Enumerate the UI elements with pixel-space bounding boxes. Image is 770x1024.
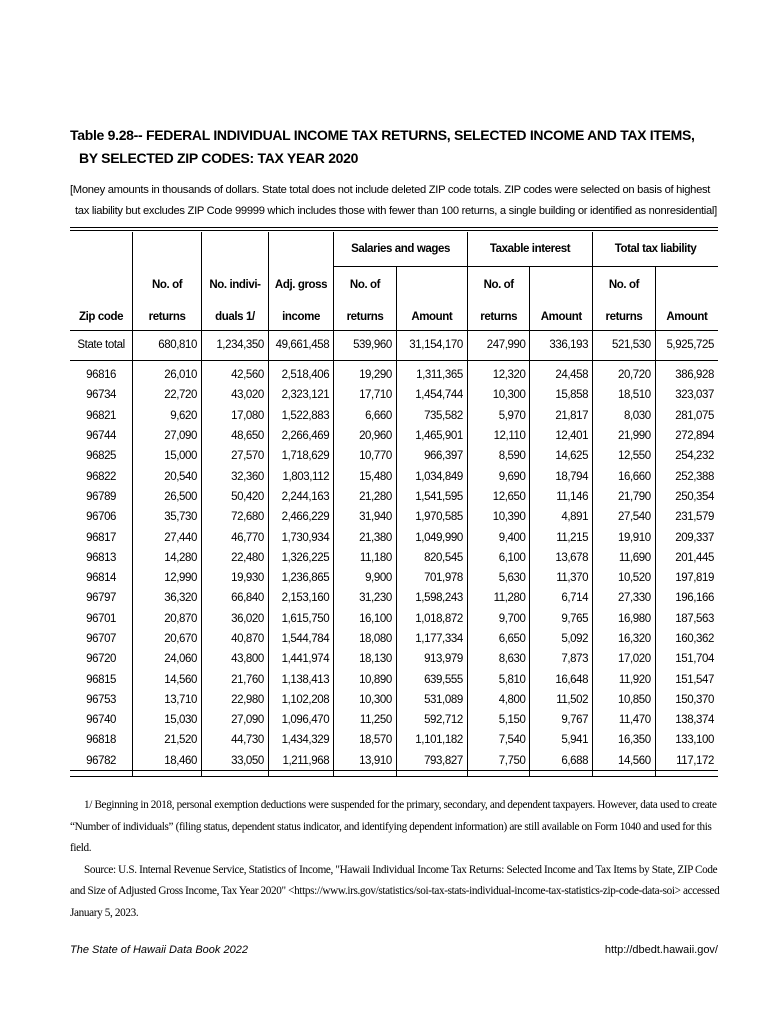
table-cell: 12,990 bbox=[133, 568, 202, 588]
table-cell: 46,770 bbox=[202, 527, 269, 547]
table-cell: 735,582 bbox=[396, 406, 467, 426]
table-cell: 4,800 bbox=[467, 690, 530, 710]
table-cell: 8,630 bbox=[467, 649, 530, 669]
table-cell: 20,960 bbox=[334, 426, 397, 446]
table-cell: 27,090 bbox=[202, 710, 269, 730]
table-cell: 539,960 bbox=[334, 330, 397, 360]
table-cell: 32,360 bbox=[202, 466, 269, 486]
bottom-spacer-row bbox=[70, 771, 718, 777]
table-cell: 254,232 bbox=[655, 446, 718, 466]
row-label-cell: 96782 bbox=[86, 754, 117, 767]
table-cell: 10,300 bbox=[334, 690, 397, 710]
table-cell: 17,020 bbox=[593, 649, 656, 669]
table-cell: 21,990 bbox=[593, 426, 656, 446]
footer-publication: The State of Hawaii Data Book 2022 bbox=[70, 944, 248, 956]
table-cell: 18,460 bbox=[133, 751, 202, 771]
table-cell: 336,193 bbox=[530, 330, 593, 360]
table-cell: 21,380 bbox=[334, 527, 397, 547]
table-cell: 1,018,872 bbox=[396, 609, 467, 629]
table-cell: 10,770 bbox=[334, 446, 397, 466]
table-cell: 14,280 bbox=[133, 548, 202, 568]
table-cell: 15,480 bbox=[334, 466, 397, 486]
table-cell: 11,180 bbox=[334, 548, 397, 568]
table-cell: 44,730 bbox=[202, 730, 269, 750]
table-cell: 1,441,974 bbox=[268, 649, 333, 669]
header-agi-a: Adj. gross bbox=[268, 266, 333, 304]
table-row bbox=[70, 406, 718, 426]
table-cell: 2,518,406 bbox=[268, 365, 333, 385]
table-cell: 187,563 bbox=[655, 609, 718, 629]
row-label-cell: 96816 bbox=[86, 369, 117, 382]
table-cell: 592,712 bbox=[396, 710, 467, 730]
table-row bbox=[70, 548, 718, 568]
table-cell: 701,978 bbox=[396, 568, 467, 588]
row-label-cell: 96740 bbox=[86, 714, 117, 727]
table-cell: 48,650 bbox=[202, 426, 269, 446]
table-cell: 10,890 bbox=[334, 669, 397, 689]
table-cell: 9,690 bbox=[467, 466, 530, 486]
table-cell: 27,440 bbox=[133, 527, 202, 547]
top-rule-1 bbox=[70, 227, 718, 228]
table-cell: 12,401 bbox=[530, 426, 593, 446]
table-title bbox=[70, 124, 695, 170]
table-cell: 117,172 bbox=[655, 751, 718, 771]
row-label-cell: 96815 bbox=[86, 673, 117, 686]
table-cell: 1,096,470 bbox=[268, 710, 333, 730]
table-cell: 12,650 bbox=[467, 487, 530, 507]
table-cell: 15,858 bbox=[530, 385, 593, 405]
table-cell: 151,704 bbox=[655, 649, 718, 669]
table-cell: 14,560 bbox=[133, 669, 202, 689]
table-cell: 19,910 bbox=[593, 527, 656, 547]
table-cell: 1,049,990 bbox=[396, 527, 467, 547]
table-cell: 5,925,725 bbox=[655, 330, 718, 360]
subtitle-line-1: [Money amounts in thousands of dollars. State total does not include deleted ZIP code totals. ZIP codes were selected on basis of highest bbox=[70, 184, 711, 196]
table-cell: 21,817 bbox=[530, 406, 593, 426]
table-cell: 72,680 bbox=[202, 507, 269, 527]
table-cell: 9,900 bbox=[334, 568, 397, 588]
table-cell: 1,177,334 bbox=[396, 629, 467, 649]
table-cell: 21,520 bbox=[133, 730, 202, 750]
table-cell: 14,625 bbox=[530, 446, 593, 466]
table-row bbox=[70, 568, 718, 588]
table-cell: 66,840 bbox=[202, 588, 269, 608]
table-cell: 9,620 bbox=[133, 406, 202, 426]
table-cell: 13,710 bbox=[133, 690, 202, 710]
table-row bbox=[70, 588, 718, 608]
table-cell: 252,388 bbox=[655, 466, 718, 486]
table-cell: 18,794 bbox=[530, 466, 593, 486]
table-row bbox=[70, 487, 718, 507]
table-cell: 11,280 bbox=[467, 588, 530, 608]
table-cell: 2,244,163 bbox=[268, 487, 333, 507]
table-cell: 50,420 bbox=[202, 487, 269, 507]
table-cell: 133,100 bbox=[655, 730, 718, 750]
table-cell: 323,037 bbox=[655, 385, 718, 405]
row-label-cell: 96744 bbox=[86, 430, 117, 443]
table-cell: 11,146 bbox=[530, 487, 593, 507]
table-cell: 680,810 bbox=[133, 330, 202, 360]
row-label-cell: 96701 bbox=[86, 612, 117, 625]
table-cell: 22,480 bbox=[202, 548, 269, 568]
table-cell: 521,530 bbox=[593, 330, 656, 360]
table-cell: 18,080 bbox=[334, 629, 397, 649]
row-label-cell: 96814 bbox=[86, 572, 117, 585]
title-line-1: Table 9.28-- FEDERAL INDIVIDUAL INCOME TAX RETURNS, SELECTED INCOME AND TAX ITEMS, bbox=[70, 127, 695, 143]
header-int-ret-a: No. of bbox=[467, 266, 530, 304]
table-subtitle bbox=[70, 180, 720, 222]
table-cell: 8,030 bbox=[593, 406, 656, 426]
row-label-cell: 96753 bbox=[86, 693, 117, 706]
header-row-2 bbox=[70, 304, 718, 330]
header-sal-ret-b: returns bbox=[334, 304, 397, 330]
table-cell: 49,661,458 bbox=[268, 330, 333, 360]
table-row bbox=[70, 629, 718, 649]
row-label-cell: 96818 bbox=[86, 734, 117, 747]
table-cell: 531,089 bbox=[396, 690, 467, 710]
row-label-cell: 96822 bbox=[86, 470, 117, 483]
table-cell: 24,458 bbox=[530, 365, 593, 385]
table-cell: 11,502 bbox=[530, 690, 593, 710]
table-row bbox=[70, 669, 718, 689]
footnote-1: 1/ Beginning in 2018, personal exemption deductions were suspended for the primary, secondary, and dependent taxpayers. However, data used to create “Number of individuals” (filing status, dependent status indicator, and identifying dependent information) are still available on Form 1040 and used for this field. bbox=[70, 799, 717, 854]
table-cell: 2,323,121 bbox=[268, 385, 333, 405]
table-cell: 12,320 bbox=[467, 365, 530, 385]
table-cell: 272,894 bbox=[655, 426, 718, 446]
table-cell: 1,541,595 bbox=[396, 487, 467, 507]
table-cell: 17,710 bbox=[334, 385, 397, 405]
table-cell: 40,870 bbox=[202, 629, 269, 649]
table-cell: 150,370 bbox=[655, 690, 718, 710]
header-row-group bbox=[70, 232, 718, 266]
group-salaries: Salaries and wages bbox=[334, 232, 468, 266]
footnotes bbox=[70, 795, 720, 924]
table-cell: 11,370 bbox=[530, 568, 593, 588]
table-cell: 11,250 bbox=[334, 710, 397, 730]
table-cell: 13,678 bbox=[530, 548, 593, 568]
table-row bbox=[70, 466, 718, 486]
table-cell: 7,540 bbox=[467, 730, 530, 750]
table-cell: 16,648 bbox=[530, 669, 593, 689]
table-cell: 201,445 bbox=[655, 548, 718, 568]
table-cell: 1,138,413 bbox=[268, 669, 333, 689]
header-tax-amt: Amount bbox=[655, 304, 718, 330]
group-interest: Taxable interest bbox=[467, 232, 592, 266]
row-label-cell: 96821 bbox=[86, 409, 117, 422]
table-cell: 17,080 bbox=[202, 406, 269, 426]
state-total-body bbox=[70, 330, 718, 365]
table-cell: 16,660 bbox=[593, 466, 656, 486]
row-label-cell: 96789 bbox=[86, 490, 117, 503]
table-cell: 22,980 bbox=[202, 690, 269, 710]
table-row bbox=[70, 609, 718, 629]
table-cell: 1,236,865 bbox=[268, 568, 333, 588]
table-cell: 10,850 bbox=[593, 690, 656, 710]
table-cell: 1,454,744 bbox=[396, 385, 467, 405]
table-cell: 9,767 bbox=[530, 710, 593, 730]
table-cell: 639,555 bbox=[396, 669, 467, 689]
subtitle-line-2: tax liability but excludes ZIP Code 99999 which includes those with fewer than 100 returns, a single building or identified as nonresidential] bbox=[75, 205, 717, 217]
table-cell: 16,350 bbox=[593, 730, 656, 750]
table-cell: 9,400 bbox=[467, 527, 530, 547]
data-table bbox=[70, 232, 718, 777]
table-cell: 250,354 bbox=[655, 487, 718, 507]
table-cell: 5,970 bbox=[467, 406, 530, 426]
table-cell: 36,320 bbox=[133, 588, 202, 608]
table-cell: 820,545 bbox=[396, 548, 467, 568]
table-row bbox=[70, 751, 718, 771]
table-cell: 35,730 bbox=[133, 507, 202, 527]
table-cell: 1,730,934 bbox=[268, 527, 333, 547]
table-cell: 1,034,849 bbox=[396, 466, 467, 486]
table-cell: 5,810 bbox=[467, 669, 530, 689]
table-cell: 9,700 bbox=[467, 609, 530, 629]
row-label-cell: 96706 bbox=[86, 511, 117, 524]
table-cell: 231,579 bbox=[655, 507, 718, 527]
table-cell: 11,470 bbox=[593, 710, 656, 730]
table-cell: 11,690 bbox=[593, 548, 656, 568]
table-cell: 2,466,229 bbox=[268, 507, 333, 527]
table-cell: 8,590 bbox=[467, 446, 530, 466]
table-cell: 1,326,225 bbox=[268, 548, 333, 568]
table-cell: 18,570 bbox=[334, 730, 397, 750]
table-cell: 21,760 bbox=[202, 669, 269, 689]
table-row bbox=[70, 426, 718, 446]
table-cell: 1,803,112 bbox=[268, 466, 333, 486]
table-cell: 151,547 bbox=[655, 669, 718, 689]
table-cell: 20,720 bbox=[593, 365, 656, 385]
table-cell: 138,374 bbox=[655, 710, 718, 730]
table-cell: 10,390 bbox=[467, 507, 530, 527]
table-cell: 6,650 bbox=[467, 629, 530, 649]
row-label-cell: 96825 bbox=[86, 450, 117, 463]
header-indiv-a: No. indivi- bbox=[202, 266, 269, 304]
row-label-cell: 96813 bbox=[86, 551, 117, 564]
header-sal-amt: Amount bbox=[396, 304, 467, 330]
header-sal-ret-a: No. of bbox=[334, 266, 397, 304]
table-cell: 1,434,329 bbox=[268, 730, 333, 750]
table-cell: 36,020 bbox=[202, 609, 269, 629]
table-cell: 1,211,968 bbox=[268, 751, 333, 771]
table-row bbox=[70, 365, 718, 385]
footer-url[interactable]: http://dbedt.hawaii.gov/ bbox=[604, 944, 718, 956]
header-indiv-b: duals 1/ bbox=[202, 304, 269, 330]
row-label-cell: 96734 bbox=[86, 389, 117, 402]
table-cell: 197,819 bbox=[655, 568, 718, 588]
row-label-cell: 96797 bbox=[86, 592, 117, 605]
row-label-cell: 96707 bbox=[86, 633, 117, 645]
table-cell: 6,688 bbox=[530, 751, 593, 771]
table-cell: 18,130 bbox=[334, 649, 397, 669]
table-cell: 19,930 bbox=[202, 568, 269, 588]
table-cell: 31,940 bbox=[334, 507, 397, 527]
table-cell: 16,320 bbox=[593, 629, 656, 649]
table-cell: 10,520 bbox=[593, 568, 656, 588]
table-cell: 9,765 bbox=[530, 609, 593, 629]
table-cell: 27,540 bbox=[593, 507, 656, 527]
table-cell: 1,718,629 bbox=[268, 446, 333, 466]
table-cell: 793,827 bbox=[396, 751, 467, 771]
table-cell: 12,110 bbox=[467, 426, 530, 446]
header-tax-ret-a: No. of bbox=[593, 266, 656, 304]
table-cell: 7,750 bbox=[467, 751, 530, 771]
table-cell: 5,150 bbox=[467, 710, 530, 730]
table-cell: 386,928 bbox=[655, 365, 718, 385]
row-label-cell: 96720 bbox=[86, 653, 117, 666]
table-cell: 31,230 bbox=[334, 588, 397, 608]
top-rule-2 bbox=[70, 230, 718, 231]
row-label-cell: State total bbox=[77, 339, 125, 351]
table-row bbox=[70, 730, 718, 750]
table-cell: 12,550 bbox=[593, 446, 656, 466]
title-line-2: BY SELECTED ZIP CODES: TAX YEAR 2020 bbox=[79, 150, 359, 166]
table-cell: 22,720 bbox=[133, 385, 202, 405]
table-cell: 281,075 bbox=[655, 406, 718, 426]
table-cell: 43,800 bbox=[202, 649, 269, 669]
table-cell: 2,266,469 bbox=[268, 426, 333, 446]
table-cell: 247,990 bbox=[467, 330, 530, 360]
table-cell: 20,870 bbox=[133, 609, 202, 629]
table-cell: 1,311,365 bbox=[396, 365, 467, 385]
table-cell: 7,873 bbox=[530, 649, 593, 669]
table-row bbox=[70, 507, 718, 527]
table-cell: 27,330 bbox=[593, 588, 656, 608]
table-cell: 16,980 bbox=[593, 609, 656, 629]
table-cell: 43,020 bbox=[202, 385, 269, 405]
group-tax: Total tax liability bbox=[593, 232, 718, 266]
table-cell: 1,522,883 bbox=[268, 406, 333, 426]
table-cell: 11,215 bbox=[530, 527, 593, 547]
header-row-1 bbox=[70, 266, 718, 304]
table-row bbox=[70, 710, 718, 730]
table-cell: 160,362 bbox=[655, 629, 718, 649]
header-int-amt: Amount bbox=[530, 304, 593, 330]
table-cell: 1,102,208 bbox=[268, 690, 333, 710]
table-cell: 33,050 bbox=[202, 751, 269, 771]
table-cell: 1,465,901 bbox=[396, 426, 467, 446]
table-cell: 6,100 bbox=[467, 548, 530, 568]
table-cell: 21,790 bbox=[593, 487, 656, 507]
table-cell: 20,540 bbox=[133, 466, 202, 486]
table-row bbox=[70, 690, 718, 710]
table-cell: 1,101,182 bbox=[396, 730, 467, 750]
table-cell: 196,166 bbox=[655, 588, 718, 608]
row-label-cell: 96817 bbox=[86, 531, 117, 544]
header-returns-a: No. of bbox=[133, 266, 202, 304]
table-cell: 1,544,784 bbox=[268, 629, 333, 649]
table-cell: 31,154,170 bbox=[396, 330, 467, 360]
table-cell: 14,560 bbox=[593, 751, 656, 771]
table-cell: 913,979 bbox=[396, 649, 467, 669]
table-row bbox=[70, 527, 718, 547]
table-cell: 15,030 bbox=[133, 710, 202, 730]
header-int-ret-b: returns bbox=[467, 304, 530, 330]
header-agi-b: income bbox=[268, 304, 333, 330]
table-cell: 13,910 bbox=[334, 751, 397, 771]
table-cell: 10,300 bbox=[467, 385, 530, 405]
table-cell: 27,090 bbox=[133, 426, 202, 446]
table-cell: 26,010 bbox=[133, 365, 202, 385]
table-cell: 16,100 bbox=[334, 609, 397, 629]
table-cell: 5,630 bbox=[467, 568, 530, 588]
table-row bbox=[70, 649, 718, 669]
table-cell: 5,941 bbox=[530, 730, 593, 750]
table-cell: 15,000 bbox=[133, 446, 202, 466]
table-cell: 209,337 bbox=[655, 527, 718, 547]
table-row bbox=[70, 385, 718, 405]
table-cell: 26,500 bbox=[133, 487, 202, 507]
table-cell: 1,615,750 bbox=[268, 609, 333, 629]
header-returns-b: returns bbox=[133, 304, 202, 330]
table-cell: 1,598,243 bbox=[396, 588, 467, 608]
table-cell: 42,560 bbox=[202, 365, 269, 385]
source-note: Source: U.S. Internal Revenue Service, Statistics of Income, "Hawaii Individual Income Tax Returns: Selected Income and Tax Items by State, ZIP Code and Size of Adjusted Gross Income, Tax Year 2020" <https://www.irs.gov/statistics/soi-tax-stats-individual-income-tax-statistics-zip-code-data-soi> accessed January 5, 2023. bbox=[70, 863, 720, 919]
table-cell: 5,092 bbox=[530, 629, 593, 649]
table-cell: 27,570 bbox=[202, 446, 269, 466]
table-cell: 19,290 bbox=[334, 365, 397, 385]
table-cell: 18,510 bbox=[593, 385, 656, 405]
header-zip: Zip code bbox=[79, 310, 124, 323]
table-cell: 1,234,350 bbox=[202, 330, 269, 360]
rows-body bbox=[70, 365, 718, 777]
table-cell: 4,891 bbox=[530, 507, 593, 527]
table-cell: 2,153,160 bbox=[268, 588, 333, 608]
header-tax-ret-b: returns bbox=[593, 304, 656, 330]
table-cell: 6,660 bbox=[334, 406, 397, 426]
state-total-row bbox=[70, 330, 718, 360]
table-cell: 21,280 bbox=[334, 487, 397, 507]
table-row bbox=[70, 446, 718, 466]
table-cell: 966,397 bbox=[396, 446, 467, 466]
table-cell: 1,970,585 bbox=[396, 507, 467, 527]
table-cell: 20,670 bbox=[133, 629, 202, 649]
table-cell: 6,714 bbox=[530, 588, 593, 608]
table-cell: 11,920 bbox=[593, 669, 656, 689]
table-cell: 24,060 bbox=[133, 649, 202, 669]
